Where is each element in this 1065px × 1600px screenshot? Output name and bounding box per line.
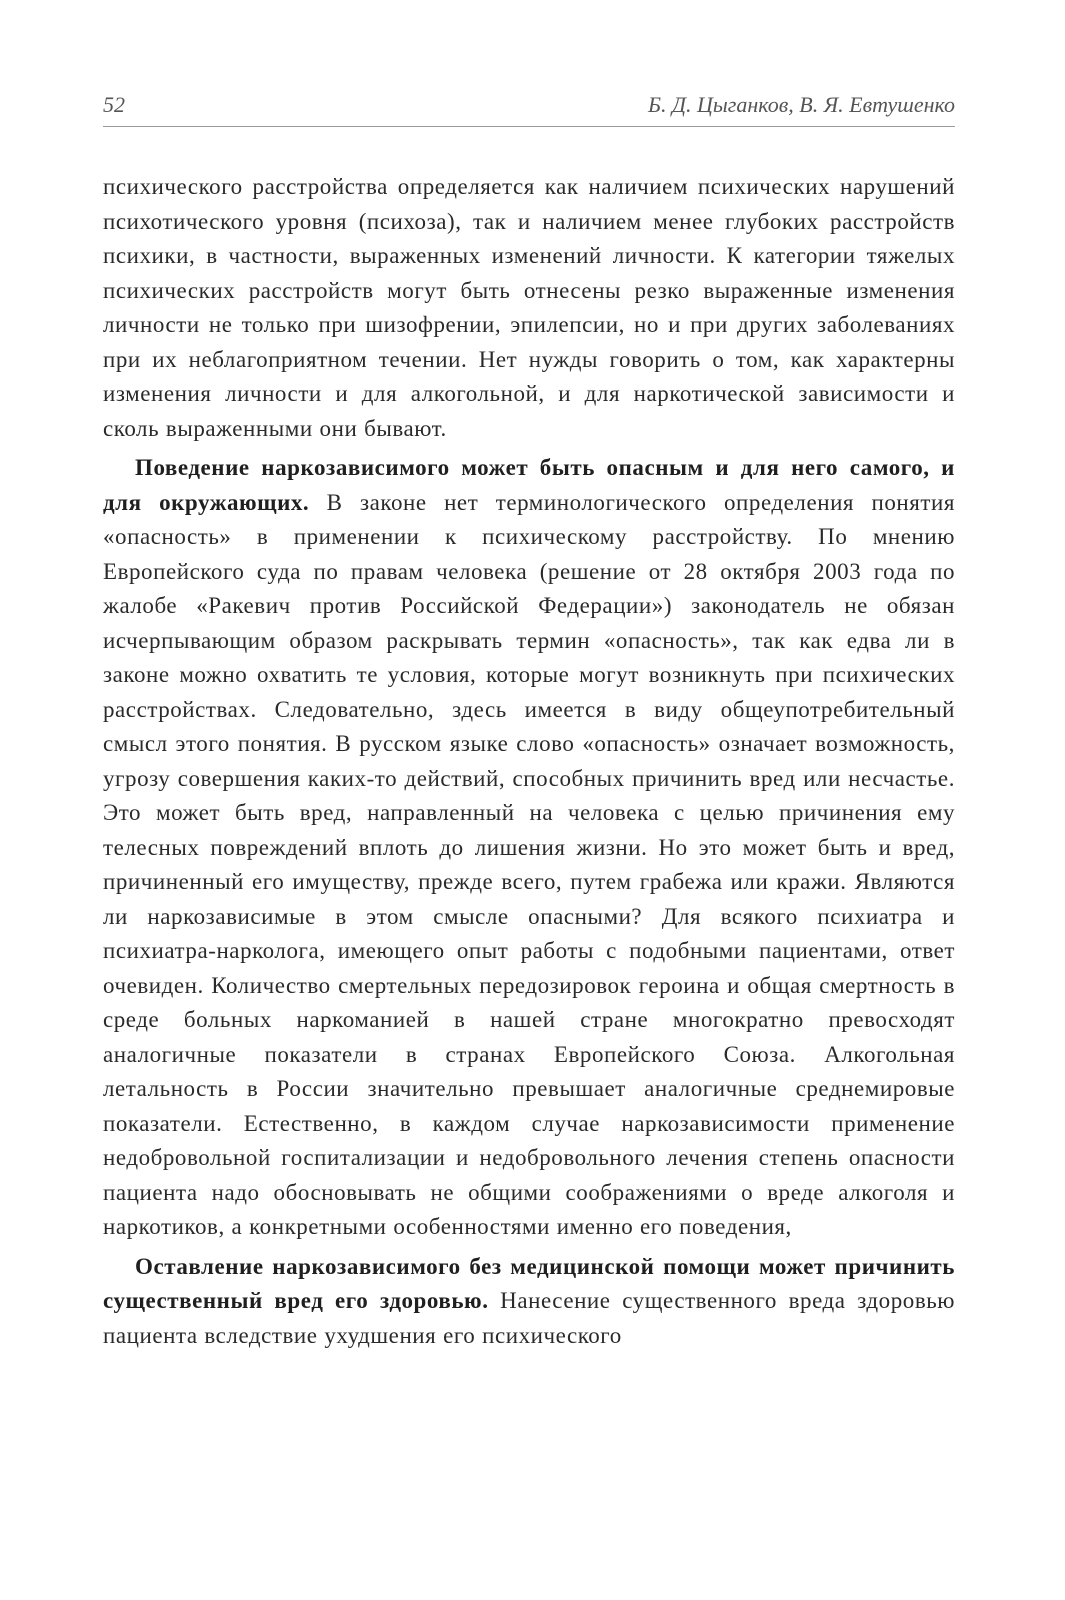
paragraph-2-text: В законе нет терминологического определения понятия «опасность» в применении к психическому расстройству. По мнению Европейского суда по правам человека (решение от 28 октября 2003 года по жалобе «Ракевич против Российской Федерации») законодатель не обязан исчерпывающим образом раскрывать термин «опасность», так как едва ли в законе можно охватить те условия, которые могут возникнуть при психических расстройствах. Следовательно, здесь имеется в виду общеупотребительный смысл этого понятия. В русском языке слово «опасность» означает возможность, угрозу совершения каких-то действий, способных причинить вред или несчастье. Это может быть вред, направленный на человека с целью причинения ему телесных повреждений вплоть до лишения жизни. Но это может быть и вред, причиненный его имуществу, прежде всего, путем грабежа или кражи. Являются ли наркозависимые в этом смысле опасными? Для всякого психиатра и психиатра-нарколога, имеющего опыт работы с подобными пациентами, ответ очевиден. Количество смертельных передозировок героина и общая смертность в среде больных наркоманией в нашей стране многократно превосходят аналогичные показатели в странах Европейского Союза. Алкогольная летальность в России значительно превышает аналогичные среднемировые показатели. Естественно, в каждом случае наркозависимости применение недобровольной госпитализации и недобровольного лечения степень опасности пациента надо обосновывать не общими соображениями о вреде алкоголя и наркотиков, а конкретными особенностями именно его поведения, [103, 489, 955, 1239]
paragraph-1-text: психического расстройства определяется как наличием психических нарушений психотического уровня (психоза), так и наличием менее глубоких расстройств психики, в частности, выраженных изменений личности. К категории тяжелых психических расстройств могут быть отнесены резко выраженные изменения личности не только при шизофрении, эпилепсии, но и при других заболеваниях при их неблагоприятном течении. Нет нужды говорить о том, как характерны изменения личности и для алкогольной, и для наркотической зависимости и сколь выраженными они бывают. [103, 174, 955, 441]
paragraph-2-lead: Поведение наркозависимого может быть опасным и для него самого, и для окружающих. [103, 455, 955, 515]
paragraph-3-lead: Оставление наркозависимого без медицинской помощи может причинить существенный вред его здоровью. [103, 1253, 955, 1313]
running-head-authors: Б. Д. Цыганков, В. Я. Евтушенко [648, 92, 955, 117]
paragraph-1 [103, 170, 955, 446]
paragraph-2 [103, 451, 955, 1245]
paragraph-3-text: Нанесение существенного вреда здоровью пациента вследствие ухудшения его психического [103, 1288, 956, 1348]
running-head [103, 92, 955, 127]
paragraph-3 [103, 1250, 955, 1354]
page-number: 52 [103, 92, 125, 117]
body-text [103, 170, 955, 1358]
